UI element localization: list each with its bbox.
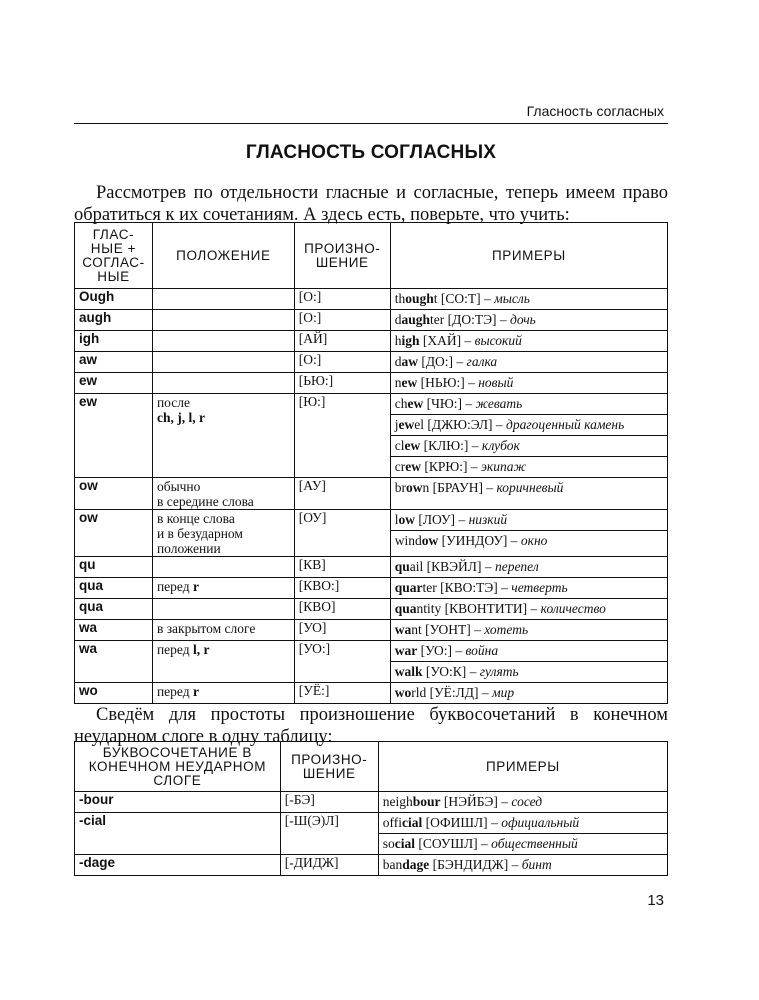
example-word: quantity bbox=[394, 601, 442, 616]
example-entry: quarter [КВО:ТЭ] – четверть bbox=[394, 580, 568, 595]
position-cell: перед l, r bbox=[152, 641, 294, 683]
table-row bbox=[75, 813, 668, 855]
combo-cell: qu bbox=[75, 557, 153, 578]
examples-cell bbox=[390, 510, 667, 557]
example-word-highlight: walk bbox=[394, 664, 423, 679]
final-syllable-table bbox=[74, 741, 668, 876]
example-word-highlight: cial bbox=[401, 815, 423, 830]
example-entry: walk [УО:К] – гулять bbox=[394, 664, 519, 679]
examples-cell bbox=[390, 373, 667, 394]
example-meaning: коричневый bbox=[496, 480, 564, 495]
example-transcription: [СО:Т] bbox=[440, 291, 481, 306]
combo-cell: augh bbox=[75, 310, 153, 331]
example-word: thought bbox=[394, 291, 438, 306]
example-word-highlight: ew bbox=[407, 396, 424, 411]
column-header-combo: БУКВОСОЧЕТАНИЕ В КОНЕЧНОМ НЕУДАРНОМ СЛОГЕ bbox=[75, 742, 281, 792]
example-word: official bbox=[382, 815, 423, 830]
pronunciation-cell: [-Ш(Э)Л] bbox=[280, 813, 378, 855]
example-word-highlight: ow bbox=[421, 533, 439, 548]
position-cell: после ch, j, l, r bbox=[152, 394, 294, 478]
pronunciation-cell: [ЬЮ:] bbox=[294, 373, 390, 394]
combo-cell: wa bbox=[75, 641, 153, 683]
position-cell bbox=[152, 557, 294, 578]
example-word: window bbox=[394, 533, 439, 548]
position-cell: в закрытом слоге bbox=[152, 620, 294, 641]
example-word: clew bbox=[394, 438, 421, 453]
example-entry: brown [БРАУН] – коричневый bbox=[394, 480, 564, 495]
example-word-highlight: ew bbox=[405, 459, 421, 474]
example-entry: official [ОФИШЛ] – официальный bbox=[382, 815, 580, 830]
column-header-examples: ПРИМЕРЫ bbox=[378, 742, 667, 792]
table-row bbox=[75, 599, 668, 620]
example-word-highlight: quar bbox=[394, 580, 423, 595]
example-entry: daw [ДО:] – галка bbox=[394, 354, 498, 369]
column-header-pronunciation: ПРОИЗНО- ШЕНИЕ bbox=[294, 223, 390, 289]
example-transcription: [УЁ:ЛД] bbox=[429, 685, 479, 700]
example-entry: neighbour [НЭЙБЭ] – сосед bbox=[382, 794, 543, 809]
example-meaning: высокий bbox=[474, 333, 522, 348]
example-transcription: [ХАЙ] bbox=[422, 333, 462, 348]
example-transcription: [УО:] bbox=[420, 643, 452, 658]
example-meaning: хотеть bbox=[484, 622, 529, 637]
combo-cell: ew bbox=[75, 373, 153, 394]
table-row bbox=[75, 641, 668, 683]
example-transcription: [БРАУН] bbox=[432, 480, 483, 495]
position-cell bbox=[152, 331, 294, 352]
example-meaning: мысль bbox=[494, 291, 530, 306]
example-transcription: [ДО:] bbox=[421, 354, 454, 369]
examples-cell bbox=[378, 855, 667, 876]
example-meaning: количество bbox=[540, 601, 606, 616]
pronunciation-cell: [УЁ:] bbox=[294, 683, 390, 704]
example-word bbox=[395, 643, 418, 658]
intro-paragraph: Рассмотрев по отдельности гласные и согласные, теперь имеем право обратиться к их сочетаниям. А здесь есть, поверьте, что учить: bbox=[74, 183, 668, 225]
example-meaning: бинт bbox=[521, 857, 552, 872]
table-row bbox=[75, 394, 668, 478]
examples-cell bbox=[378, 792, 667, 813]
example-transcription: [КРЮ:] bbox=[424, 459, 468, 474]
position-cell: в конце слова и в безударном положении bbox=[152, 510, 294, 557]
examples-cell bbox=[390, 310, 667, 331]
example-meaning: драгоценный камень bbox=[506, 417, 625, 432]
pronunciation-cell: [АЙ] bbox=[294, 331, 390, 352]
position-cell: перед r bbox=[152, 683, 294, 704]
combo-cell: Ough bbox=[75, 289, 153, 310]
example-transcription: [УОНТ] bbox=[425, 622, 471, 637]
table-row bbox=[75, 510, 668, 557]
examples-cell bbox=[390, 331, 667, 352]
example-word-highlight: dage bbox=[402, 857, 430, 872]
table-row bbox=[75, 289, 668, 310]
table-row bbox=[75, 331, 668, 352]
example-word-highlight: ew bbox=[404, 438, 421, 453]
example-entry: want [УОНТ] – хотеть bbox=[394, 622, 529, 637]
table-row bbox=[75, 373, 668, 394]
example-meaning: окно bbox=[520, 533, 548, 548]
position-cell: обычно в середине слова bbox=[152, 478, 294, 510]
combo-cell: ow bbox=[75, 478, 153, 510]
example-transcription: [ДЖЮ:ЭЛ] bbox=[427, 417, 493, 432]
combo-cell: qua bbox=[75, 599, 153, 620]
example-word-highlight: qu bbox=[394, 559, 410, 574]
example-transcription: [КВЭЙЛ] bbox=[426, 559, 482, 574]
example-meaning: гулять bbox=[479, 664, 519, 679]
example-entry: daughter [ДО:ТЭ] – дочь bbox=[394, 312, 536, 327]
example-word: bandage bbox=[382, 857, 430, 872]
example-word: want bbox=[394, 622, 422, 637]
position-cell bbox=[152, 373, 294, 394]
example-word: new bbox=[394, 375, 418, 390]
example-transcription: [БЭНДИДЖ] bbox=[432, 857, 509, 872]
table-row bbox=[75, 478, 668, 510]
example-word-highlight: ow bbox=[405, 480, 423, 495]
example-word: social bbox=[382, 836, 415, 851]
pronunciation-cell: [Ю:] bbox=[294, 394, 390, 478]
example-entry: window [УИНДОУ] – окно bbox=[394, 533, 548, 548]
combo-cell: qua bbox=[75, 578, 153, 599]
example-meaning: новый bbox=[478, 375, 514, 390]
running-head: Гласность согласных bbox=[526, 103, 664, 119]
example-word-highlight: ew bbox=[398, 417, 415, 432]
column-header-combo: ГЛАС- НЫЕ + СОГЛАС- НЫЕ bbox=[75, 223, 153, 289]
position-cell bbox=[152, 352, 294, 373]
examples-cell bbox=[390, 683, 667, 704]
example-word-highlight: wa bbox=[394, 622, 412, 637]
example-transcription: [ЧЮ:] bbox=[426, 396, 462, 411]
combo-cell: -bour bbox=[75, 792, 281, 813]
example-entry: jewel [ДЖЮ:ЭЛ] – драгоценный камень bbox=[394, 417, 625, 432]
example-word: daughter bbox=[394, 312, 445, 327]
column-header-pronunciation: ПРОИЗНО- ШЕНИЕ bbox=[280, 742, 378, 792]
example-word-highlight: ew bbox=[401, 375, 418, 390]
table-row bbox=[75, 792, 668, 813]
pronunciation-cell: [О:] bbox=[294, 310, 390, 331]
pronunciation-cell: [КВО:] bbox=[294, 578, 390, 599]
examples-cell bbox=[390, 641, 667, 683]
example-word-highlight: ow bbox=[398, 512, 415, 527]
example-word: chew bbox=[394, 396, 424, 411]
examples-cell bbox=[390, 394, 667, 478]
pronunciation-cell: [ОУ] bbox=[294, 510, 390, 557]
example-entry: chew [ЧЮ:] – жевать bbox=[394, 396, 523, 411]
examples-cell bbox=[390, 578, 667, 599]
example-word: low bbox=[394, 512, 415, 527]
example-meaning: общественный bbox=[491, 836, 578, 851]
example-entry: thought [СО:Т] – мысль bbox=[394, 291, 530, 306]
page-title: ГЛАСНОСТЬ СОГЛАСНЫХ bbox=[245, 142, 497, 163]
example-word: world bbox=[394, 685, 427, 700]
examples-cell bbox=[378, 813, 667, 855]
pronunciation-cell: [О:] bbox=[294, 289, 390, 310]
position-cell bbox=[152, 599, 294, 620]
table-row bbox=[75, 352, 668, 373]
combo-cell: wa bbox=[75, 620, 153, 641]
example-meaning: сосед bbox=[511, 794, 543, 809]
example-transcription: [ОФИШЛ] bbox=[425, 815, 488, 830]
column-header-examples: ПРИМЕРЫ bbox=[390, 223, 667, 289]
example-word-highlight: bour bbox=[412, 794, 441, 809]
example-transcription: [НЭЙБЭ] bbox=[443, 794, 498, 809]
example-entry: crew [КРЮ:] – экипаж bbox=[394, 459, 527, 474]
pronunciation-cell: [АУ] bbox=[294, 478, 390, 510]
table-row bbox=[75, 578, 668, 599]
example-meaning: низкий bbox=[468, 512, 508, 527]
example-word-highlight: war bbox=[394, 643, 418, 658]
example-meaning: экипаж bbox=[480, 459, 527, 474]
example-word bbox=[395, 664, 423, 679]
example-transcription: [КЛЮ:] bbox=[423, 438, 469, 453]
example-meaning: война bbox=[465, 643, 499, 658]
position-cell bbox=[152, 289, 294, 310]
page-number: 13 bbox=[647, 892, 664, 909]
examples-cell bbox=[390, 620, 667, 641]
table-row bbox=[75, 620, 668, 641]
example-transcription: [УИНДОУ] bbox=[441, 533, 508, 548]
example-transcription: [ДО:ТЭ] bbox=[447, 312, 497, 327]
example-entry: bandage [БЭНДИДЖ] – бинт bbox=[382, 857, 552, 872]
example-entry: war [УО:] – война bbox=[394, 643, 499, 658]
example-word-highlight: igh bbox=[401, 333, 420, 348]
example-transcription: [КВО:ТЭ] bbox=[440, 580, 498, 595]
example-transcription: [КВОНТИТИ] bbox=[444, 601, 528, 616]
example-meaning: официальный bbox=[501, 815, 580, 830]
pronunciation-cell: [УО:] bbox=[294, 641, 390, 683]
combo-cell: ew bbox=[75, 394, 153, 478]
pronunciation-cell: [О:] bbox=[294, 352, 390, 373]
table-row bbox=[75, 557, 668, 578]
example-meaning: мир bbox=[492, 685, 515, 700]
position-cell bbox=[152, 310, 294, 331]
example-entry: new [НЬЮ:] – новый bbox=[394, 375, 514, 390]
example-meaning: четверть bbox=[511, 580, 568, 595]
example-word: high bbox=[394, 333, 420, 348]
example-word-highlight: wo bbox=[394, 685, 412, 700]
header-rule bbox=[74, 123, 668, 124]
example-transcription: [УО:К] bbox=[425, 664, 467, 679]
pronunciation-cell: [-БЭ] bbox=[280, 792, 378, 813]
example-word-highlight: qua bbox=[394, 601, 417, 616]
summary-paragraph: Сведём для простоты произношение буквосочетаний в конечном неударном слоге в одну таблицу: bbox=[74, 705, 668, 747]
example-word: quarter bbox=[394, 580, 437, 595]
example-word: brown bbox=[394, 480, 430, 495]
example-transcription: [ЛОУ] bbox=[418, 512, 456, 527]
combo-cell: -dage bbox=[75, 855, 281, 876]
examples-cell bbox=[390, 557, 667, 578]
combo-cell: ow bbox=[75, 510, 153, 557]
combinations-table bbox=[74, 222, 668, 704]
example-word-highlight: cial bbox=[394, 836, 415, 851]
example-word-highlight: aw bbox=[401, 354, 418, 369]
combo-cell: aw bbox=[75, 352, 153, 373]
example-meaning: перепел bbox=[494, 559, 539, 574]
example-transcription: [НЬЮ:] bbox=[420, 375, 465, 390]
table-row bbox=[75, 683, 668, 704]
example-entry: low [ЛОУ] – низкий bbox=[394, 512, 508, 527]
combo-cell: wo bbox=[75, 683, 153, 704]
example-word: crew bbox=[394, 459, 421, 474]
example-word-highlight: augh bbox=[401, 312, 430, 327]
example-word: quail bbox=[394, 559, 424, 574]
example-entry: high [ХАЙ] – высокий bbox=[394, 333, 522, 348]
example-entry: clew [КЛЮ:] – клубок bbox=[394, 438, 520, 453]
example-entry: world [УЁ:ЛД] – мир bbox=[394, 685, 515, 700]
table-row bbox=[75, 310, 668, 331]
pronunciation-cell: [УО] bbox=[294, 620, 390, 641]
column-header-position: ПОЛОЖЕНИЕ bbox=[152, 223, 294, 289]
example-meaning: клубок bbox=[481, 438, 520, 453]
examples-cell bbox=[390, 478, 667, 510]
example-word-highlight: ough bbox=[405, 291, 434, 306]
example-word: neighbour bbox=[382, 794, 441, 809]
pronunciation-cell: [КВ] bbox=[294, 557, 390, 578]
pronunciation-cell: [КВО] bbox=[294, 599, 390, 620]
example-transcription: [СОУШЛ] bbox=[418, 836, 478, 851]
example-word: jewel bbox=[394, 417, 424, 432]
example-entry: quail [КВЭЙЛ] – перепел bbox=[394, 559, 539, 574]
example-entry: social [СОУШЛ] – общественный bbox=[382, 836, 578, 851]
table-row bbox=[75, 855, 668, 876]
combo-cell: -cial bbox=[75, 813, 281, 855]
examples-cell bbox=[390, 352, 667, 373]
examples-cell bbox=[390, 599, 667, 620]
example-meaning: дочь bbox=[509, 312, 536, 327]
example-meaning: галка bbox=[466, 354, 498, 369]
combo-cell: igh bbox=[75, 331, 153, 352]
pronunciation-cell: [-ДИДЖ] bbox=[280, 855, 378, 876]
example-meaning: жевать bbox=[475, 396, 523, 411]
position-cell: перед r bbox=[152, 578, 294, 599]
examples-cell bbox=[390, 289, 667, 310]
example-entry: quantity [КВОНТИТИ] – количество bbox=[394, 601, 606, 616]
example-word: daw bbox=[394, 354, 418, 369]
